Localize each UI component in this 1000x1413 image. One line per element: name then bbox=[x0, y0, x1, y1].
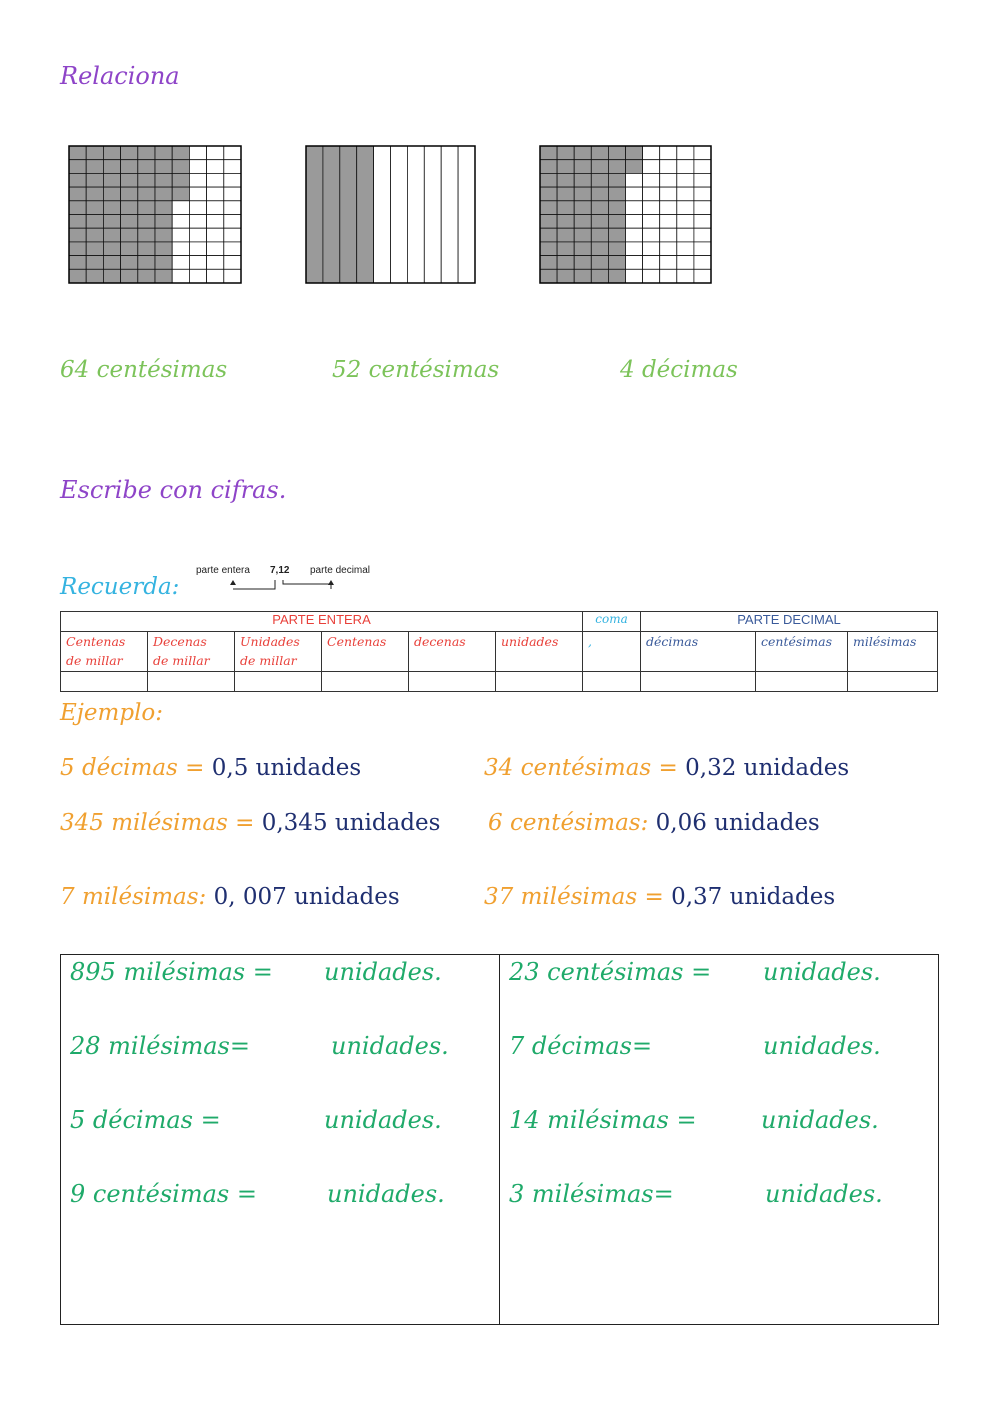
example-3: 345 milésimas = 0,345 unidades bbox=[60, 810, 441, 836]
grid-cell-shaded bbox=[591, 256, 608, 270]
col-decenas: decenas bbox=[409, 632, 496, 672]
grid-cell bbox=[677, 173, 694, 187]
grid-cell-shaded bbox=[155, 256, 172, 270]
grid-cell bbox=[172, 269, 189, 283]
example-6: 37 milésimas = 0,37 unidades bbox=[484, 884, 836, 910]
grid-cell bbox=[626, 256, 643, 270]
exercise-left-4-answer[interactable]: unidades. bbox=[327, 1180, 445, 1208]
col-centesimas: centésimas bbox=[756, 632, 848, 672]
bar bbox=[391, 146, 408, 283]
grid-cell-shaded bbox=[103, 201, 120, 215]
grid-cell-shaded bbox=[591, 187, 608, 201]
col-decimas: décimas bbox=[641, 632, 756, 672]
table-cell[interactable] bbox=[583, 672, 641, 692]
exercise-box bbox=[60, 954, 939, 1325]
grid-cell-shaded bbox=[86, 160, 103, 174]
grid-cell-shaded bbox=[69, 242, 86, 256]
grid-cell-shaded bbox=[608, 173, 625, 187]
grid-cell bbox=[660, 269, 677, 283]
grid-cell bbox=[189, 201, 206, 215]
tenths-bars-4 bbox=[305, 145, 476, 284]
grid-cell-shaded bbox=[138, 160, 155, 174]
grid-cell bbox=[224, 228, 241, 242]
grid-cell bbox=[224, 160, 241, 174]
grid-cell-shaded bbox=[121, 242, 138, 256]
grid-cell-shaded bbox=[608, 269, 625, 283]
grid-cell-shaded bbox=[591, 201, 608, 215]
header-parte-entera: PARTE ENTERA bbox=[61, 612, 583, 632]
grid-cell-shaded bbox=[155, 228, 172, 242]
grid-cell-shaded bbox=[86, 256, 103, 270]
grid-cell bbox=[694, 160, 711, 174]
grid-cell bbox=[643, 215, 660, 229]
grid-cell bbox=[677, 242, 694, 256]
grid-cell bbox=[224, 256, 241, 270]
grid-cell-shaded bbox=[608, 242, 625, 256]
grid-cell-shaded bbox=[138, 173, 155, 187]
grid-cell bbox=[677, 146, 694, 160]
grid-cell-shaded bbox=[608, 160, 625, 174]
col-milesimas: milésimas bbox=[848, 632, 938, 672]
grid-cell bbox=[207, 201, 224, 215]
grid-cell-shaded bbox=[574, 269, 591, 283]
place-value-table bbox=[60, 611, 938, 692]
recuerda-label: Recuerda: bbox=[60, 574, 180, 600]
grid-cell-shaded bbox=[557, 201, 574, 215]
grid-cell bbox=[643, 173, 660, 187]
grid-cell-shaded bbox=[103, 146, 120, 160]
grid-cell bbox=[677, 187, 694, 201]
grid-cell bbox=[694, 173, 711, 187]
grid-cell bbox=[224, 269, 241, 283]
hundred-grid-64 bbox=[68, 145, 242, 284]
grid-cell bbox=[189, 242, 206, 256]
grid-cell bbox=[643, 269, 660, 283]
grid-cell-shaded bbox=[121, 187, 138, 201]
grid-cell bbox=[660, 242, 677, 256]
bar-shaded bbox=[357, 146, 374, 283]
grid-cell-shaded bbox=[138, 146, 155, 160]
grid-cell-shaded bbox=[574, 201, 591, 215]
grid-cell bbox=[660, 187, 677, 201]
grid-cell bbox=[224, 146, 241, 160]
example-1: 5 décimas = 0,5 unidades bbox=[60, 755, 362, 781]
grid-cell bbox=[172, 215, 189, 229]
grid-cell-shaded bbox=[540, 201, 557, 215]
header-coma: coma bbox=[583, 612, 641, 632]
bar bbox=[441, 146, 458, 283]
col-decenas-millar: Decenas de millar bbox=[148, 632, 235, 672]
grid-cell bbox=[677, 228, 694, 242]
exercise-divider bbox=[499, 955, 500, 1324]
grid-cell-shaded bbox=[155, 173, 172, 187]
grid-cell-shaded bbox=[608, 256, 625, 270]
grid-cell-shaded bbox=[557, 160, 574, 174]
grid-cell bbox=[626, 187, 643, 201]
grid-cell bbox=[189, 160, 206, 174]
grid-cell bbox=[224, 201, 241, 215]
hundred-grid-52 bbox=[539, 145, 712, 284]
grid-cell-shaded bbox=[69, 256, 86, 270]
grid-cell bbox=[660, 228, 677, 242]
grid-cell bbox=[694, 269, 711, 283]
grid-cell-shaded bbox=[608, 215, 625, 229]
grid-cell-shaded bbox=[574, 256, 591, 270]
grid-cell-shaded bbox=[86, 215, 103, 229]
grid-cell bbox=[224, 187, 241, 201]
grid-cell-shaded bbox=[540, 269, 557, 283]
grid-cell-shaded bbox=[103, 187, 120, 201]
grid-cell bbox=[677, 256, 694, 270]
grid-cell-shaded bbox=[121, 201, 138, 215]
grid-cell bbox=[694, 201, 711, 215]
grid-cell-shaded bbox=[608, 228, 625, 242]
exercise-left-3-answer[interactable]: unidades. bbox=[324, 1106, 442, 1134]
grid-cell-shaded bbox=[121, 256, 138, 270]
exercise-left-1-question: 895 milésimas = bbox=[70, 958, 273, 986]
bar-shaded bbox=[340, 146, 357, 283]
exercise-right-2-question: 7 décimas= bbox=[509, 1032, 653, 1060]
grid-cell-shaded bbox=[86, 201, 103, 215]
grid-cell-shaded bbox=[540, 215, 557, 229]
grid-cell-shaded bbox=[103, 215, 120, 229]
grid-cell bbox=[224, 173, 241, 187]
grid-cell-shaded bbox=[557, 173, 574, 187]
grid-cell-shaded bbox=[172, 160, 189, 174]
grid-cell-shaded bbox=[103, 269, 120, 283]
table-cell[interactable] bbox=[148, 672, 235, 692]
grid-cell bbox=[643, 228, 660, 242]
grid-cell-shaded bbox=[557, 256, 574, 270]
grid-cell-shaded bbox=[86, 173, 103, 187]
grid-cell bbox=[189, 215, 206, 229]
grid-cell-shaded bbox=[121, 269, 138, 283]
grid-cell bbox=[207, 146, 224, 160]
exercise-left-3-question: 5 décimas = bbox=[70, 1106, 221, 1134]
grid-cell bbox=[694, 228, 711, 242]
bar-shaded bbox=[306, 146, 323, 283]
bar bbox=[458, 146, 475, 283]
grid-cell-shaded bbox=[591, 269, 608, 283]
grid-cell-shaded bbox=[540, 187, 557, 201]
grid-cell bbox=[643, 146, 660, 160]
grid-cell-shaded bbox=[138, 256, 155, 270]
match-label-3[interactable]: 4 décimas bbox=[620, 357, 738, 383]
grid-cell-shaded bbox=[69, 160, 86, 174]
grid-cell-shaded bbox=[69, 146, 86, 160]
grid-cell bbox=[694, 256, 711, 270]
grid-cell bbox=[660, 173, 677, 187]
table-cell[interactable] bbox=[756, 672, 848, 692]
grid-cell bbox=[172, 242, 189, 256]
grid-cell bbox=[694, 215, 711, 229]
grid-cell-shaded bbox=[574, 242, 591, 256]
grid-cell-shaded bbox=[557, 187, 574, 201]
grid-cell-shaded bbox=[591, 173, 608, 187]
grid-cell bbox=[172, 256, 189, 270]
grid-cell-shaded bbox=[86, 242, 103, 256]
grid-cell-shaded bbox=[103, 173, 120, 187]
col-unidades-millar: Unidades de millar bbox=[235, 632, 322, 672]
grid-cell-shaded bbox=[121, 215, 138, 229]
table-cell[interactable] bbox=[235, 672, 322, 692]
grid-cell bbox=[224, 215, 241, 229]
match-label-2[interactable]: 52 centésimas bbox=[332, 357, 500, 383]
grid-cell-shaded bbox=[138, 269, 155, 283]
grid-cell-shaded bbox=[155, 187, 172, 201]
table-cell[interactable] bbox=[641, 672, 756, 692]
exercise-right-1-question: 23 centésimas = bbox=[509, 958, 712, 986]
exercise-right-2-answer[interactable]: unidades. bbox=[763, 1032, 881, 1060]
grid-cell-shaded bbox=[155, 215, 172, 229]
grid-cell-shaded bbox=[626, 146, 643, 160]
example-4: 6 centésimas: 0,06 unidades bbox=[488, 810, 820, 836]
grid-cell-shaded bbox=[591, 160, 608, 174]
grid-cell bbox=[224, 242, 241, 256]
grid-cell-shaded bbox=[138, 201, 155, 215]
bar bbox=[407, 146, 424, 283]
section-title-escribe: Escribe con cifras. bbox=[60, 476, 287, 504]
grid-cell bbox=[643, 187, 660, 201]
grid-cell bbox=[694, 242, 711, 256]
grid-cell-shaded bbox=[557, 146, 574, 160]
grid-cell bbox=[660, 160, 677, 174]
grid-cell-shaded bbox=[138, 228, 155, 242]
grid-cell-shaded bbox=[69, 201, 86, 215]
grid-cell bbox=[694, 187, 711, 201]
table-cell[interactable] bbox=[848, 672, 938, 692]
exercise-right-1-answer[interactable]: unidades. bbox=[763, 958, 881, 986]
col-centenas: Centenas bbox=[322, 632, 409, 672]
grid-cell-shaded bbox=[172, 173, 189, 187]
grid-cell bbox=[172, 201, 189, 215]
grid-cell bbox=[189, 256, 206, 270]
diagram-arrows bbox=[228, 577, 338, 591]
grid-cell-shaded bbox=[103, 242, 120, 256]
grid-cell-shaded bbox=[86, 269, 103, 283]
grid-cell bbox=[207, 228, 224, 242]
grid-cell-shaded bbox=[103, 228, 120, 242]
grid-cell bbox=[643, 242, 660, 256]
grid-cell-shaded bbox=[557, 242, 574, 256]
grid-cell bbox=[694, 146, 711, 160]
grid-cell-shaded bbox=[574, 160, 591, 174]
grid-cell-shaded bbox=[121, 173, 138, 187]
grid-cell bbox=[207, 256, 224, 270]
grid-cell-shaded bbox=[155, 201, 172, 215]
grid-cell bbox=[677, 160, 694, 174]
grid-cell bbox=[189, 228, 206, 242]
grid-cell bbox=[643, 160, 660, 174]
grid-cell bbox=[677, 215, 694, 229]
grid-cell-shaded bbox=[574, 187, 591, 201]
diagram-parte-decimal: parte decimal bbox=[310, 565, 371, 576]
grid-cell-shaded bbox=[540, 146, 557, 160]
grid-cell-shaded bbox=[557, 269, 574, 283]
grid-cell-shaded bbox=[138, 215, 155, 229]
example-5: 7 milésimas: 0, 007 unidades bbox=[60, 884, 400, 910]
grid-cell bbox=[626, 215, 643, 229]
grid-cell-shaded bbox=[69, 187, 86, 201]
grid-cell bbox=[626, 173, 643, 187]
exercise-left-2-question: 28 milésimas= bbox=[70, 1032, 250, 1060]
grid-cell-shaded bbox=[86, 187, 103, 201]
grid-cell-shaded bbox=[608, 187, 625, 201]
bar bbox=[424, 146, 441, 283]
grid-cell-shaded bbox=[540, 228, 557, 242]
grid-cell-shaded bbox=[155, 160, 172, 174]
grid-cell bbox=[207, 269, 224, 283]
grid-cell-shaded bbox=[540, 160, 557, 174]
diagram-number: 7,12 bbox=[270, 565, 290, 576]
grid-cell-shaded bbox=[69, 215, 86, 229]
grid-cell bbox=[643, 201, 660, 215]
grid-cell-shaded bbox=[574, 173, 591, 187]
grid-cell-shaded bbox=[69, 228, 86, 242]
grid-cell-shaded bbox=[121, 160, 138, 174]
grid-cell-shaded bbox=[608, 201, 625, 215]
grid-cell bbox=[643, 256, 660, 270]
grid-cell bbox=[207, 187, 224, 201]
exercise-left-2-answer[interactable]: unidades. bbox=[331, 1032, 449, 1060]
grid-cell-shaded bbox=[155, 269, 172, 283]
bar-shaded bbox=[323, 146, 340, 283]
grid-cell-shaded bbox=[626, 160, 643, 174]
grid-cell-shaded bbox=[591, 215, 608, 229]
grid-cell-shaded bbox=[86, 146, 103, 160]
grid-cell bbox=[626, 242, 643, 256]
exercise-right-3-question: 14 milésimas = bbox=[509, 1106, 697, 1134]
grid-cell bbox=[660, 201, 677, 215]
grid-cell-shaded bbox=[69, 173, 86, 187]
diagram-parte-entera: parte entera bbox=[196, 565, 250, 576]
exercise-right-4-question: 3 milésimas= bbox=[509, 1180, 674, 1208]
grid-cell-shaded bbox=[557, 215, 574, 229]
grid-cell bbox=[677, 269, 694, 283]
grid-cell-shaded bbox=[574, 228, 591, 242]
ejemplo-label: Ejemplo: bbox=[60, 700, 164, 726]
exercise-right-3-answer[interactable]: unidades. bbox=[761, 1106, 879, 1134]
grid-cell-shaded bbox=[574, 146, 591, 160]
grid-cell bbox=[626, 269, 643, 283]
grid-cell bbox=[172, 228, 189, 242]
grid-cell-shaded bbox=[155, 146, 172, 160]
grid-cell bbox=[189, 173, 206, 187]
table-cell[interactable] bbox=[322, 672, 409, 692]
grid-cell bbox=[677, 201, 694, 215]
col-coma: , bbox=[583, 632, 641, 672]
grid-cell bbox=[189, 146, 206, 160]
grid-cell bbox=[207, 242, 224, 256]
grid-cell-shaded bbox=[121, 146, 138, 160]
grid-cell-shaded bbox=[540, 242, 557, 256]
grid-cell-shaded bbox=[121, 228, 138, 242]
grid-cell-shaded bbox=[591, 146, 608, 160]
example-2: 34 centésimas = 0,32 unidades bbox=[484, 755, 850, 781]
grid-cell-shaded bbox=[172, 146, 189, 160]
grid-cell bbox=[189, 187, 206, 201]
grid-cell-shaded bbox=[540, 256, 557, 270]
grid-cell-shaded bbox=[540, 173, 557, 187]
grid-cell-shaded bbox=[69, 269, 86, 283]
exercise-left-4-question: 9 centésimas = bbox=[70, 1180, 257, 1208]
grid-cell-shaded bbox=[103, 256, 120, 270]
section-title-relaciona: Relaciona bbox=[60, 62, 180, 90]
grid-cell-shaded bbox=[574, 215, 591, 229]
table-cell[interactable] bbox=[61, 672, 148, 692]
col-centenas-millar: Centenas de millar bbox=[61, 632, 148, 672]
grid-cell bbox=[207, 160, 224, 174]
col-unidades: unidades bbox=[496, 632, 583, 672]
grid-cell bbox=[660, 256, 677, 270]
grid-cell bbox=[626, 228, 643, 242]
grid-cell-shaded bbox=[591, 228, 608, 242]
bar bbox=[374, 146, 391, 283]
grid-cell-shaded bbox=[155, 242, 172, 256]
match-label-1[interactable]: 64 centésimas bbox=[60, 357, 228, 383]
table-cell[interactable] bbox=[409, 672, 496, 692]
grid-cell-shaded bbox=[557, 228, 574, 242]
grid-cell bbox=[660, 146, 677, 160]
exercise-right-4-answer[interactable]: unidades. bbox=[765, 1180, 883, 1208]
grid-cell bbox=[189, 269, 206, 283]
header-parte-decimal: PARTE DECIMAL bbox=[641, 612, 938, 632]
grid-cell-shaded bbox=[103, 160, 120, 174]
grid-cell-shaded bbox=[138, 242, 155, 256]
grid-cell-shaded bbox=[138, 187, 155, 201]
exercise-left-1-answer[interactable]: unidades. bbox=[324, 958, 442, 986]
table-cell[interactable] bbox=[496, 672, 583, 692]
grid-cell-shaded bbox=[86, 228, 103, 242]
grid-cell-shaded bbox=[608, 146, 625, 160]
grid-cell bbox=[207, 173, 224, 187]
grid-cell bbox=[207, 215, 224, 229]
grid-cell-shaded bbox=[591, 242, 608, 256]
grid-cell bbox=[660, 215, 677, 229]
grid-cell-shaded bbox=[172, 187, 189, 201]
grid-cell bbox=[626, 201, 643, 215]
